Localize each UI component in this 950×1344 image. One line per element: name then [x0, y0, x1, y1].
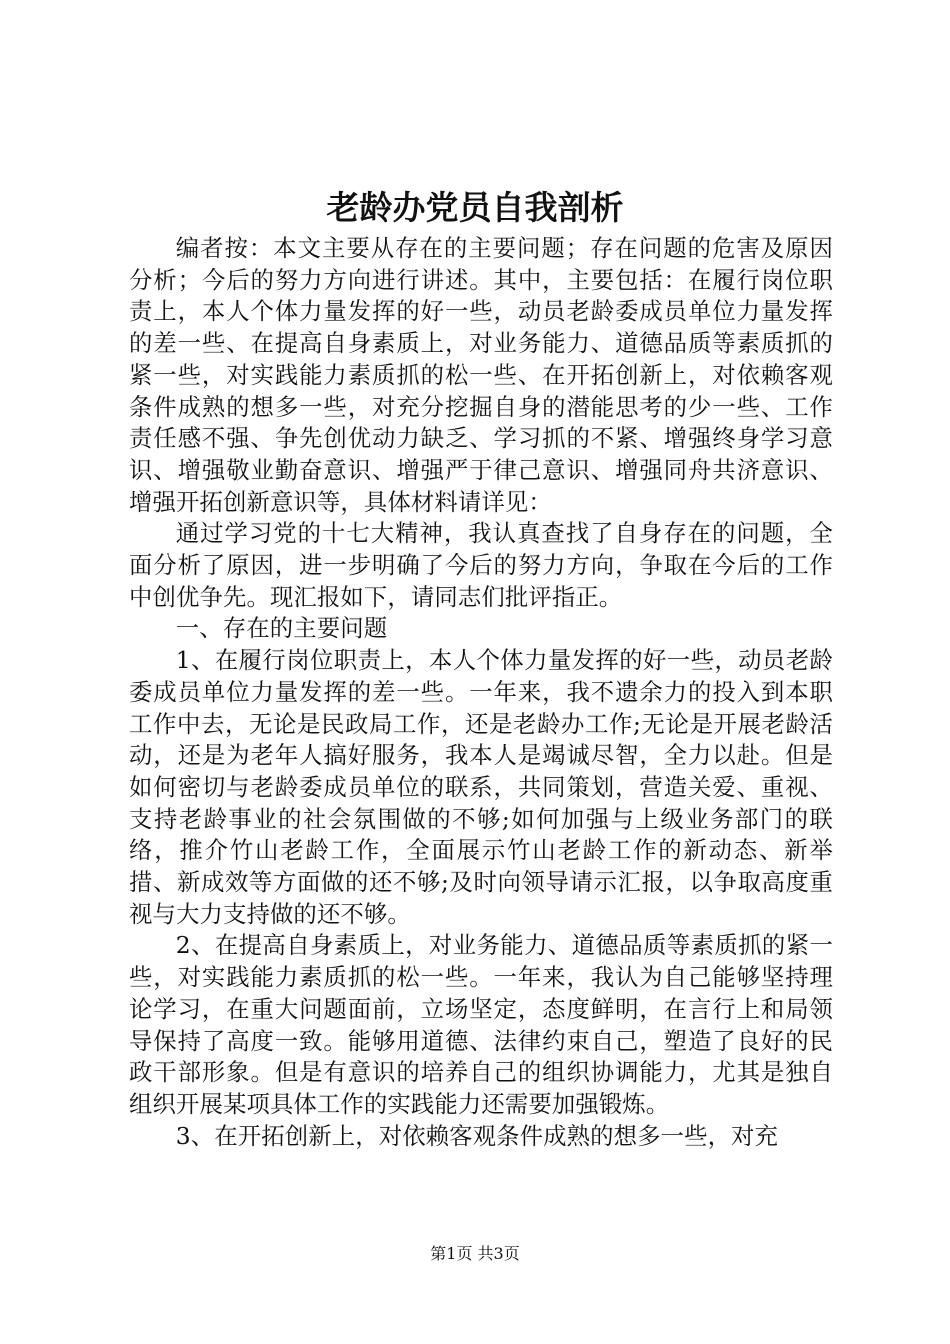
- document-title: 老龄办党员自我剖析: [326, 188, 624, 227]
- page-footer: 第1页 共3页: [430, 1244, 520, 1263]
- section-heading: 一、存在的主要问题: [175, 614, 388, 643]
- paragraph-intro: 通过学习党的十七大精神，我认真查找了自身存在的问题，全面分析了原因，进一步明确了今后的努力方向，争取在今后的工作中创优争先。现汇报如下，请同志们批评指正。: [129, 519, 833, 611]
- document-body: [129, 233, 833, 1152]
- paragraph-item-3: 3、在开拓创新上，对依赖客观条件成熟的想多一些，对充: [175, 1121, 779, 1150]
- paragraph-editor-note: 编者按：本文主要从存在的主要问题；存在问题的危害及原因分析；今后的努力方向进行讲述。其中，主要包括：在履行岗位职责上，本人个体力量发挥的好一些，动员老龄委成员单位力量发挥的差一些、在提高自身素质上，对业务能力、道德品质等素质抓的紧一些，对实践能力素质抓的松一些、在开拓创新上，对依赖客观条件成熟的想多一些，对充分挖掘自身的潜能思考的少一些、工作责任感不强、争先创优动力缺乏、学习抓的不紧、增强终身学习意识、增强敬业勤奋意识、增强严于律己意识、增强同舟共济意识、增强开拓创新意识等，具体材料请详见：: [129, 234, 833, 516]
- paragraph-item-2: 2、在提高自身素质上，对业务能力、道德品质等素质抓的紧一些，对实践能力素质抓的松一些。一年来，我认为自己能够坚持理论学习，在重大问题面前，立场坚定，态度鲜明，在言行上和局领导保持了高度一致。能够用道德、法律约束自己，塑造了良好的民政干部形象。但是有意识的培养自己的组织协调能力，尤其是独自组织开展某项具体工作的实践能力还需要加强锻炼。: [129, 931, 833, 1118]
- paragraph-item-1: 1、在履行岗位职责上，本人个体力量发挥的好一些，动员老龄委成员单位力量发挥的差一些。一年来，我不遗余力的投入到本职工作中去，无论是民政局工作，还是老龄办工作;无论是开展老龄活动，还是为老年人搞好服务，我本人是竭诚尽智，全力以赴。但是如何密切与老龄委成员单位的联系，共同策划，营造关爱、重视、支持老龄事业的社会氛围做的不够;如何加强与上级业务部门的联络，推介竹山老龄工作，全面展示竹山老龄工作的新动态、新举措、新成效等方面做的还不够;及时向领导请示汇报，以争取高度重视与大力支持做的还不够。: [129, 646, 833, 928]
